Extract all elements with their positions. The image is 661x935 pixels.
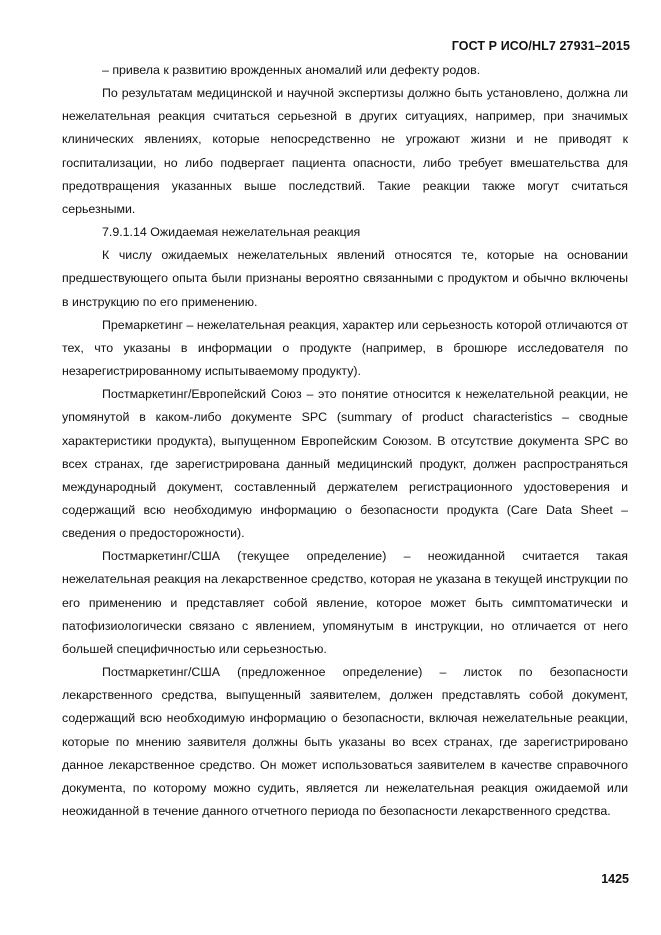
page-number: 1425 [601, 872, 629, 886]
paragraph-premarketing: Премаркетинг – нежелательная реакция, характер или серьезность которой отличаются от тех, что указаны в информации о продукте (например, в брошюре исследователя по незарегистрированному испытываемому продукту). [62, 317, 628, 379]
paragraph-postmarketing-us-current: Постмаркетинг/США (текущее определение) – неожиданной считается такая нежелательная реакция на лекарственное средство, которая не указана в текущей инструкции по его применению и представляет собой явление, которое может быть симптоматически и патофизиологически связано с явлением, упомянутым в инструкции, но отличается от него большей специфичностью или серьезностью. [62, 549, 628, 656]
paragraph-postmarketing-eu: Постмаркетинг/Европейский Союз – это понятие относится к нежелательной реакции, не упомянутой в каком-либо документе SPC (summary of product characteristics – сводные характеристики продукта), выпущенном Европейским Союзом. В отсутствие документа SPC во всех странах, где зарегистрирована данный медицинский продукт, должен распространяться международный документ, составленный держателем регистрационного удостоверения и содержащий всю необходимую информацию о безопасности продукта (Care Data Sheet – сведения о предосторожности). [62, 387, 628, 541]
paragraph-expertise: По результатам медицинской и научной экспертизы должно быть установлено, должна ли нежелательная реакция считаться серьезной в других ситуациях, например, при значимых клинических явлениях, которые непосредственно не угрожают жизни и не приводят к госпитализации, но либо подвергает пациента опасности, либо требует вмешательства для предотвращения указанных выше последствий. Такие реакции также могут считаться серьезными. [62, 86, 628, 216]
paragraph-postmarketing-us-proposed: Постмаркетинг/США (предложенное определение) – листок по безопасности лекарственного средства, выпущенный заявителем, должен представлять собой документ, содержащий всю необходимую информацию о безопасности, включая нежелательные реакции, которые по мнению заявителя должны быть указаны во всех странах, где зарегистрировано данное лекарственное средство. Он может использоваться заявителем в качестве справочного документа, по которому можно судить, является ли нежелательная реакция ожидаемой или неожиданной в течение данного отчетного периода по безопасности лекарственного средства. [62, 665, 628, 818]
paragraph-expected-events: К числу ожидаемых нежелательных явлений относятся те, которые на основании предшествующего опыта были признаны вероятно связанными с продуктом и обычно включены в инструкцию по его применению. [62, 248, 628, 309]
section-heading-7-9-1-14: 7.9.1.14 Ожидаемая нежелательная реакция [102, 225, 361, 240]
list-item-birth-defect: – привела к развитию врожденных аномалий или дефекту родов. [102, 63, 481, 77]
document-body [62, 59, 628, 823]
document-header: ГОСТ Р ИСО/HL7 27931–2015 [451, 39, 630, 53]
